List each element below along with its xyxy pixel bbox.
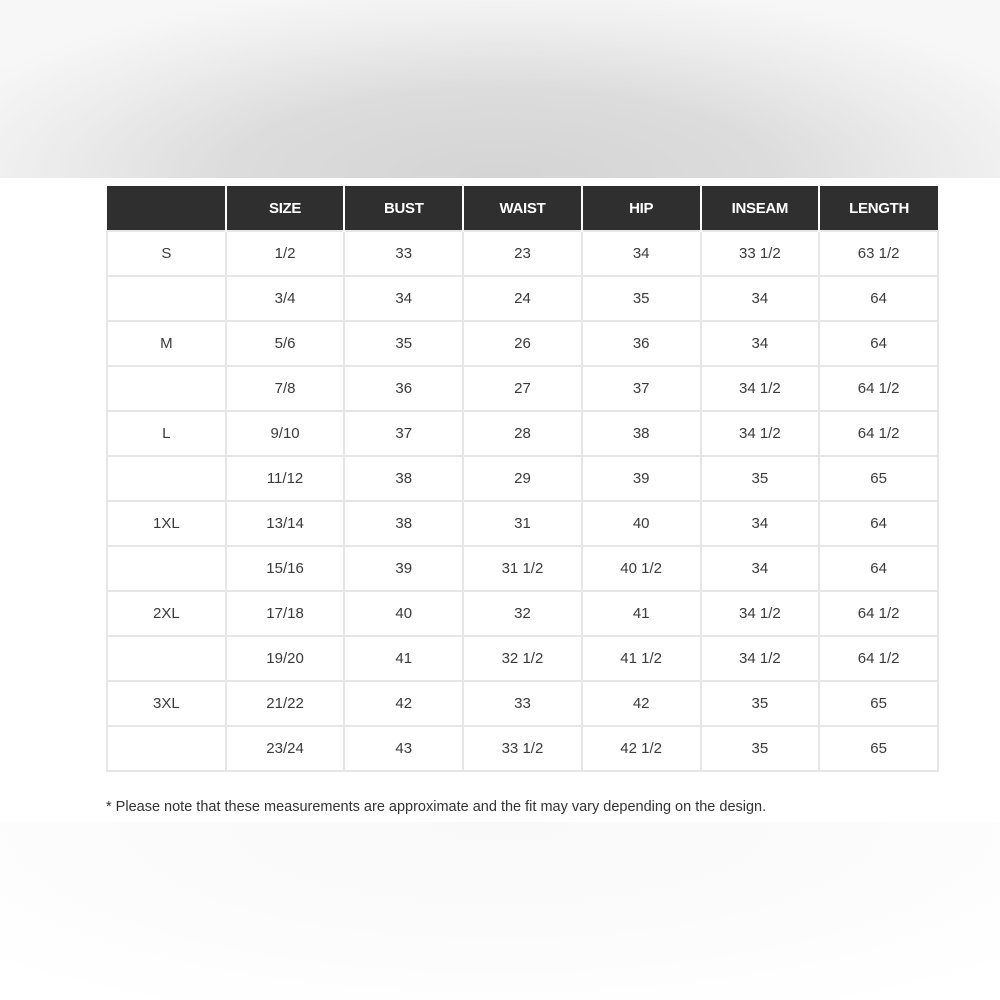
header-label-column xyxy=(107,186,226,231)
table-row xyxy=(107,411,938,456)
table-row xyxy=(107,501,938,546)
waist-cell: 31 xyxy=(463,501,582,546)
top-backdrop xyxy=(0,0,1000,178)
table-row xyxy=(107,276,938,321)
size-label-cell xyxy=(107,276,226,321)
length-cell: 65 xyxy=(819,726,938,771)
bust-cell: 34 xyxy=(344,276,463,321)
bust-cell: 36 xyxy=(344,366,463,411)
size-label-cell: M xyxy=(107,321,226,366)
size-cell: 3/4 xyxy=(226,276,345,321)
table-row xyxy=(107,726,938,771)
header-size: SIZE xyxy=(226,186,345,231)
size-label-cell xyxy=(107,456,226,501)
inseam-cell: 34 1/2 xyxy=(701,636,820,681)
size-cell: 17/18 xyxy=(226,591,345,636)
size-label-cell: 2XL xyxy=(107,591,226,636)
size-cell: 5/6 xyxy=(226,321,345,366)
table-row xyxy=(107,591,938,636)
hip-cell: 39 xyxy=(582,456,701,501)
waist-cell: 27 xyxy=(463,366,582,411)
waist-cell: 28 xyxy=(463,411,582,456)
inseam-cell: 34 1/2 xyxy=(701,591,820,636)
table-row xyxy=(107,681,938,726)
size-chart-table xyxy=(106,186,939,772)
bust-cell: 35 xyxy=(344,321,463,366)
size-cell: 19/20 xyxy=(226,636,345,681)
size-cell: 9/10 xyxy=(226,411,345,456)
table-header-row xyxy=(107,186,938,231)
inseam-cell: 35 xyxy=(701,726,820,771)
inseam-cell: 34 1/2 xyxy=(701,411,820,456)
bottom-backdrop xyxy=(0,822,1000,1000)
size-label-cell: 1XL xyxy=(107,501,226,546)
bust-cell: 40 xyxy=(344,591,463,636)
size-cell: 1/2 xyxy=(226,231,345,276)
header-bust: BUST xyxy=(344,186,463,231)
hip-cell: 37 xyxy=(582,366,701,411)
measurement-footnote: * Please note that these measurements are approximate and the fit may vary depending on the design. xyxy=(106,799,767,815)
size-cell: 13/14 xyxy=(226,501,345,546)
table-row xyxy=(107,456,938,501)
length-cell: 64 1/2 xyxy=(819,411,938,456)
hip-cell: 38 xyxy=(582,411,701,456)
table-row xyxy=(107,321,938,366)
inseam-cell: 35 xyxy=(701,456,820,501)
bust-cell: 37 xyxy=(344,411,463,456)
bust-cell: 38 xyxy=(344,456,463,501)
header-hip: HIP xyxy=(582,186,701,231)
length-cell: 64 1/2 xyxy=(819,591,938,636)
inseam-cell: 34 1/2 xyxy=(701,366,820,411)
hip-cell: 34 xyxy=(582,231,701,276)
size-label-cell: S xyxy=(107,231,226,276)
hip-cell: 41 xyxy=(582,591,701,636)
hip-cell: 40 xyxy=(582,501,701,546)
waist-cell: 29 xyxy=(463,456,582,501)
bust-cell: 33 xyxy=(344,231,463,276)
length-cell: 64 xyxy=(819,276,938,321)
bust-cell: 43 xyxy=(344,726,463,771)
inseam-cell: 34 xyxy=(701,546,820,591)
size-cell: 11/12 xyxy=(226,456,345,501)
size-label-cell: 3XL xyxy=(107,681,226,726)
size-label-cell xyxy=(107,546,226,591)
bust-cell: 39 xyxy=(344,546,463,591)
waist-cell: 24 xyxy=(463,276,582,321)
hip-cell: 41 1/2 xyxy=(582,636,701,681)
waist-cell: 26 xyxy=(463,321,582,366)
length-cell: 65 xyxy=(819,681,938,726)
table-row xyxy=(107,366,938,411)
table-row xyxy=(107,231,938,276)
hip-cell: 36 xyxy=(582,321,701,366)
hip-cell: 42 1/2 xyxy=(582,726,701,771)
length-cell: 65 xyxy=(819,456,938,501)
length-cell: 64 xyxy=(819,501,938,546)
bust-cell: 41 xyxy=(344,636,463,681)
size-cell: 15/16 xyxy=(226,546,345,591)
size-label-cell xyxy=(107,636,226,681)
waist-cell: 32 1/2 xyxy=(463,636,582,681)
inseam-cell: 35 xyxy=(701,681,820,726)
length-cell: 63 1/2 xyxy=(819,231,938,276)
hip-cell: 35 xyxy=(582,276,701,321)
size-label-cell xyxy=(107,726,226,771)
waist-cell: 33 1/2 xyxy=(463,726,582,771)
waist-cell: 32 xyxy=(463,591,582,636)
inseam-cell: 34 xyxy=(701,501,820,546)
waist-cell: 31 1/2 xyxy=(463,546,582,591)
hip-cell: 42 xyxy=(582,681,701,726)
size-cell: 23/24 xyxy=(226,726,345,771)
bust-cell: 38 xyxy=(344,501,463,546)
header-length: LENGTH xyxy=(819,186,938,231)
size-label-cell xyxy=(107,366,226,411)
inseam-cell: 34 xyxy=(701,276,820,321)
waist-cell: 33 xyxy=(463,681,582,726)
table-row xyxy=(107,546,938,591)
size-label-cell: L xyxy=(107,411,226,456)
inseam-cell: 34 xyxy=(701,321,820,366)
length-cell: 64 xyxy=(819,546,938,591)
waist-cell: 23 xyxy=(463,231,582,276)
size-cell: 21/22 xyxy=(226,681,345,726)
length-cell: 64 1/2 xyxy=(819,366,938,411)
size-cell: 7/8 xyxy=(226,366,345,411)
table-row xyxy=(107,636,938,681)
header-waist: WAIST xyxy=(463,186,582,231)
inseam-cell: 33 1/2 xyxy=(701,231,820,276)
bust-cell: 42 xyxy=(344,681,463,726)
hip-cell: 40 1/2 xyxy=(582,546,701,591)
header-inseam: INSEAM xyxy=(701,186,820,231)
length-cell: 64 xyxy=(819,321,938,366)
length-cell: 64 1/2 xyxy=(819,636,938,681)
